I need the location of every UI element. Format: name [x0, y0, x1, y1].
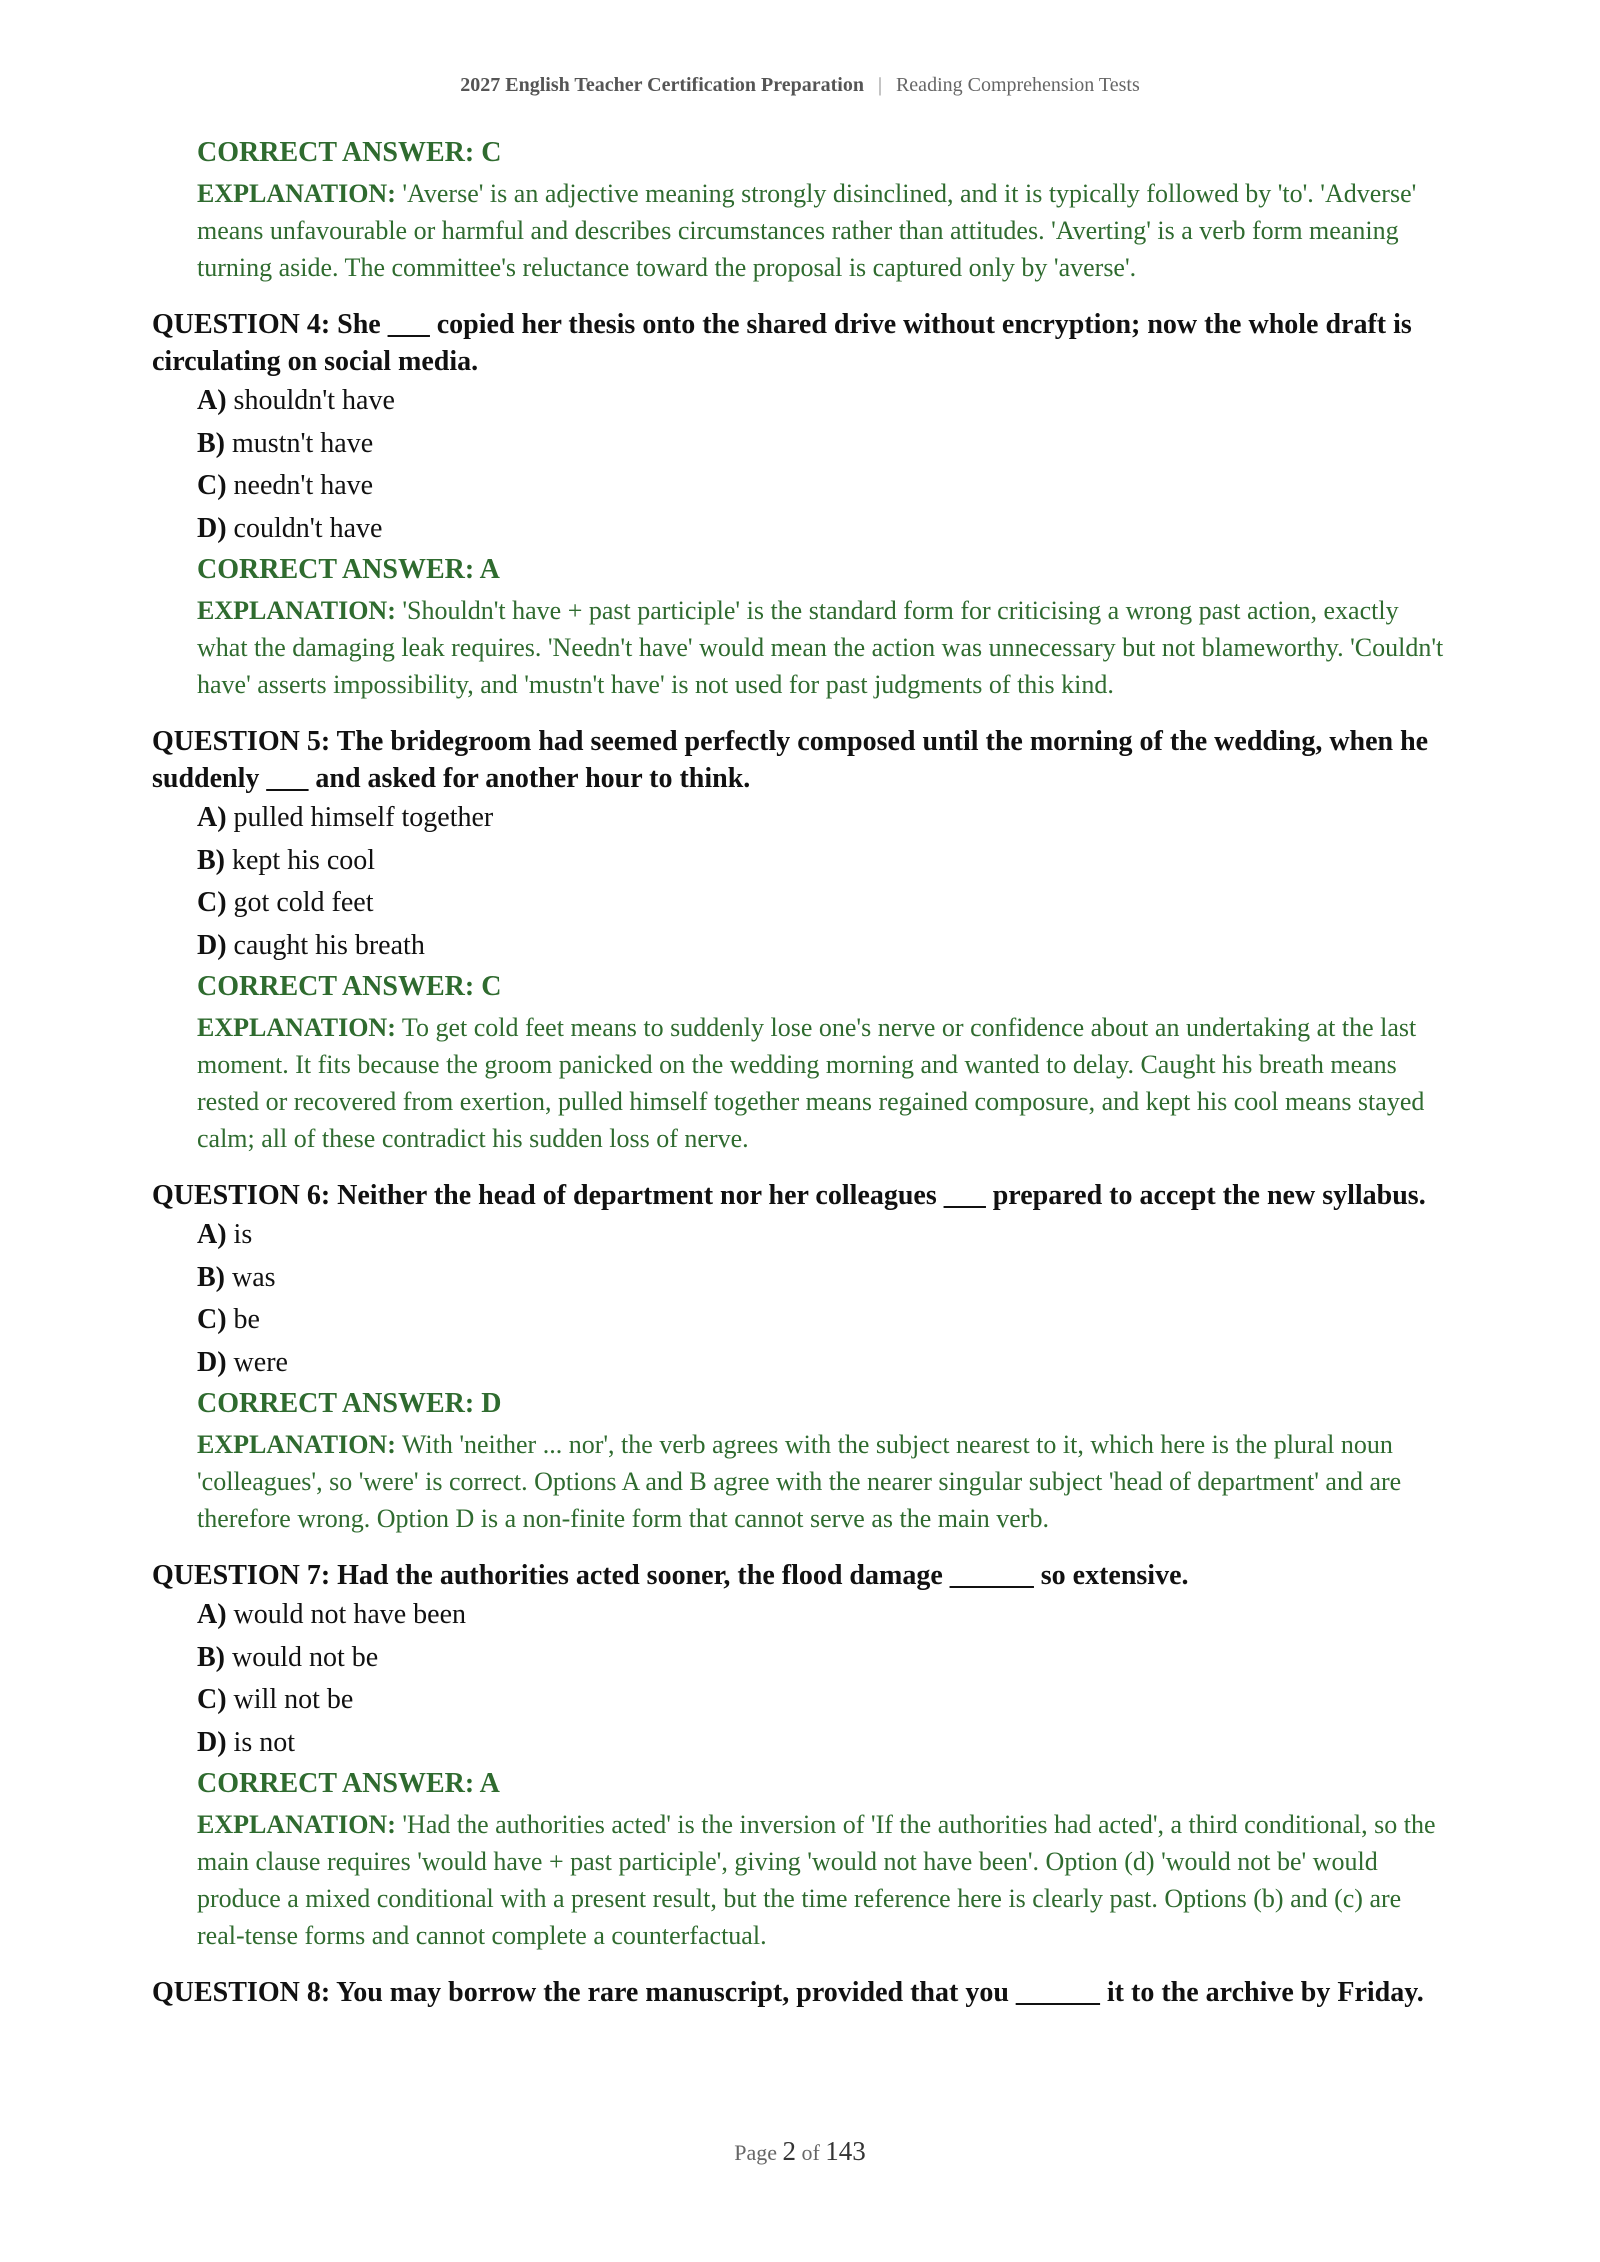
options-list	[197, 797, 1452, 967]
explanation-text: 'Had the authorities acted' is the inversion of 'If the authorities had acted', a third conditional, so the main clause requires 'would have + past participle', giving 'would not have been'. Option (d) 'would not be' would produce a mixed conditional with a present result, but the time reference here is clearly past. Options (b) and (c) are real-tense forms and cannot complete a counterfactual.	[197, 1810, 1436, 1950]
explanation	[197, 1806, 1452, 1954]
option-letter: D)	[197, 512, 227, 544]
question-block	[152, 1557, 1452, 1954]
option-text: got cold feet	[233, 887, 374, 918]
correct-answer: CORRECT ANSWER: D	[197, 1388, 502, 1419]
correct-answer: CORRECT ANSWER: A	[197, 1768, 500, 1799]
question-text: QUESTION 5: The bridegroom had seemed perfectly composed until the morning of the wedding, when he suddenly ___ and asked for another hour to think.	[152, 726, 1429, 794]
carryover-block	[152, 133, 1452, 286]
option-text: needn't have	[233, 470, 374, 501]
option-letter: D)	[197, 1726, 227, 1758]
option-item	[197, 1637, 1452, 1680]
page-header	[0, 74, 1600, 97]
option-letter: B)	[197, 427, 225, 459]
explanation-label: EXPLANATION:	[197, 1810, 396, 1839]
option-letter: A)	[197, 1219, 227, 1250]
option-item	[197, 1594, 1452, 1637]
question-block	[152, 306, 1452, 703]
header-title: 2027 English Teacher Certification Preparation	[460, 74, 864, 96]
header-subtitle: Reading Comprehension Tests	[895, 74, 1140, 96]
option-item	[197, 797, 1452, 840]
explanation-label: EXPLANATION:	[197, 1013, 396, 1042]
page-of: of	[801, 2140, 820, 2165]
options-list	[197, 1594, 1452, 1764]
explanation-text: 'Shouldn't have + past participle' is the standard form for criticising a wrong past action, exactly what the damaging leak requires. 'Needn't have' would mean the action was unnecessary but not blameworthy. 'Couldn't have' asserts impossibility, and 'mustn't have' is not used for past judgments of this kind.	[197, 596, 1444, 699]
correct-answer: CORRECT ANSWER: A	[197, 554, 500, 585]
option-item	[197, 925, 1452, 968]
option-text: is not	[233, 1726, 296, 1758]
explanation	[197, 1009, 1452, 1157]
explanation-label: EXPLANATION:	[197, 179, 396, 208]
page-total: 143	[825, 2136, 866, 2166]
options-list	[197, 1214, 1452, 1384]
option-item	[197, 1214, 1452, 1257]
question-text: QUESTION 7: Had the authorities acted sooner, the flood damage ______ so extensive.	[152, 1560, 1189, 1591]
option-text: pulled himself together	[233, 802, 494, 833]
explanation-label: EXPLANATION:	[197, 1430, 396, 1459]
option-letter: C)	[197, 887, 227, 918]
option-text: caught his breath	[233, 929, 425, 961]
option-text: would not have been	[233, 1599, 467, 1630]
option-item	[197, 1342, 1452, 1385]
option-text: will not be	[233, 1684, 354, 1715]
option-letter: A)	[197, 385, 227, 416]
option-item	[197, 423, 1452, 466]
question-text: QUESTION 6: Neither the head of department nor her colleagues ___ prepared to accept the new syllabus.	[152, 1180, 1426, 1211]
option-text: kept his cool	[232, 844, 376, 876]
option-item	[197, 465, 1452, 508]
option-text: was	[232, 1261, 276, 1293]
option-letter: A)	[197, 802, 227, 833]
explanation-label: EXPLANATION:	[197, 596, 396, 625]
option-item	[197, 1722, 1452, 1765]
option-letter: B)	[197, 1641, 225, 1673]
question-block	[152, 1177, 1452, 1537]
explanation	[197, 175, 1452, 286]
option-letter: C)	[197, 1684, 227, 1715]
page-current: 2	[782, 2136, 796, 2166]
option-item	[197, 508, 1452, 551]
options-list	[197, 380, 1452, 550]
header-separator: |	[877, 74, 882, 96]
explanation-text: With 'neither ... nor', the verb agrees with the subject nearest to it, which here is the plural noun 'colleagues', so 'were' is correct. Options A and B agree with the nearer singular subject 'head of department' and are therefore wrong. Option D is a non-finite form that cannot serve as the main verb.	[197, 1430, 1402, 1533]
option-letter: B)	[197, 1261, 225, 1293]
page-label: Page	[734, 2140, 777, 2165]
option-letter: B)	[197, 844, 225, 876]
correct-answer: CORRECT ANSWER: C	[197, 137, 502, 168]
option-letter: A)	[197, 1599, 227, 1630]
option-item	[197, 1679, 1452, 1722]
explanation	[197, 592, 1452, 703]
option-letter: C)	[197, 470, 227, 501]
option-text: couldn't have	[233, 512, 383, 544]
option-text: would not be	[232, 1641, 379, 1673]
option-item	[197, 840, 1452, 883]
option-item	[197, 882, 1452, 925]
option-item	[197, 380, 1452, 423]
question-text: QUESTION 8: You may borrow the rare manuscript, provided that you ______ it to the archive by Friday.	[152, 1977, 1424, 2008]
option-letter: D)	[197, 1346, 227, 1378]
explanation-text: 'Averse' is an adjective meaning strongly disinclined, and it is typically followed by 'to'. 'Adverse' means unfavourable or harmful and describes circumstances rather than attitudes. 'Averting' is a verb form meaning turning aside. The committee's reluctance toward the proposal is captured only by 'averse'.	[197, 179, 1417, 282]
option-letter: C)	[197, 1304, 227, 1335]
option-letter: D)	[197, 929, 227, 961]
option-text: is	[233, 1219, 253, 1250]
question-text: QUESTION 4: She ___ copied her thesis onto the shared drive without encryption; now the whole draft is circulating on social media.	[152, 309, 1412, 377]
option-text: mustn't have	[232, 427, 374, 459]
correct-answer: CORRECT ANSWER: C	[197, 971, 502, 1002]
option-text: were	[233, 1346, 288, 1378]
explanation-text: To get cold feet means to suddenly lose one's nerve or confidence about an undertaking at the last moment. It fits because the groom panicked on the wedding morning and wanted to delay. Caught his breath means rested or recovered from exertion, pulled himself together means regained composure, and kept his cool means stayed calm; all of these contradict his sudden loss of nerve.	[197, 1013, 1425, 1153]
explanation	[197, 1426, 1452, 1537]
page-content	[152, 133, 1452, 2011]
question-block	[152, 723, 1452, 1157]
option-item	[197, 1299, 1452, 1342]
page-footer	[0, 2136, 1600, 2167]
option-text: shouldn't have	[233, 385, 395, 416]
option-item	[197, 1257, 1452, 1300]
option-text: be	[233, 1304, 260, 1335]
